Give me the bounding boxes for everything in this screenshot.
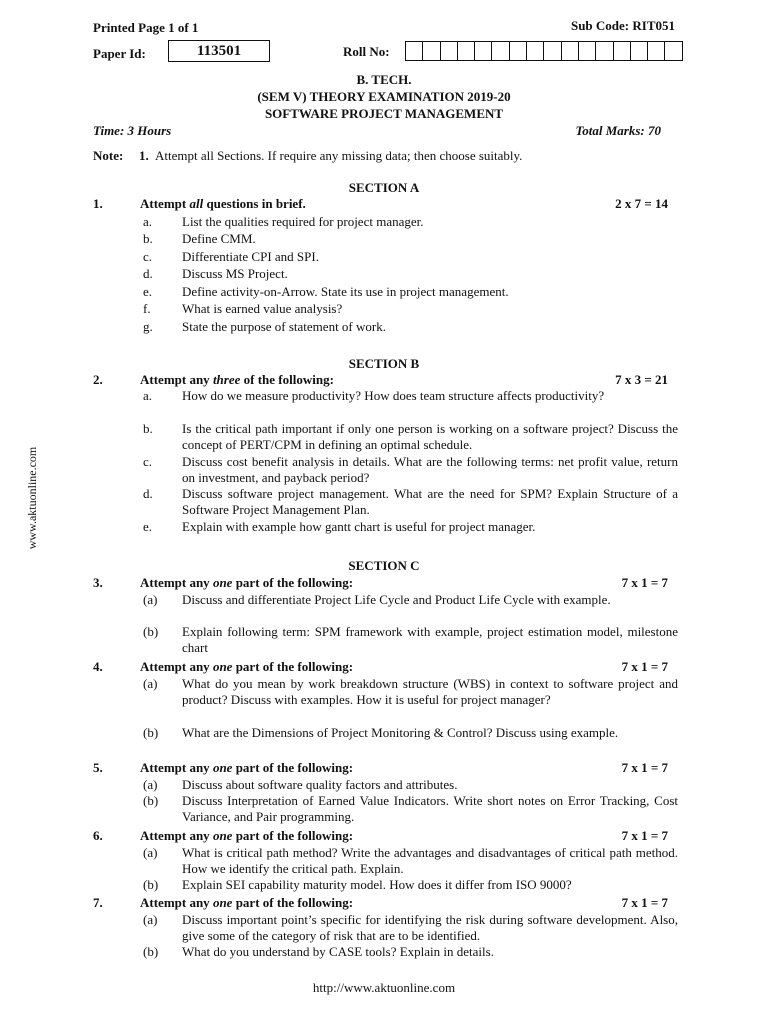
part-text: State the purpose of statement of work. <box>182 318 386 334</box>
section-a-title: SECTION A <box>348 180 420 195</box>
part-text: What do you mean by work breakdown structure (WBS) in context to software project and product? Discuss with examples. How it is useful for project manager? <box>182 675 678 707</box>
footer-url[interactable]: http://www.aktuonline.com <box>312 980 456 995</box>
part-label: (b) <box>143 877 159 893</box>
question-7-part <box>143 944 678 960</box>
part-text: Discuss and differentiate Project Life Cycle and Product Life Cycle with example. <box>182 591 611 607</box>
question-instruction <box>140 895 353 911</box>
part-label: (a) <box>143 591 158 607</box>
question-2-part <box>143 421 678 453</box>
note-number: 1. <box>139 148 149 163</box>
question-number: 5. <box>93 760 103 775</box>
question-3-part <box>143 592 678 624</box>
question-1-part <box>143 214 678 230</box>
printed-page-label: Printed Page 1 of 1 <box>93 20 199 35</box>
instruction-text: Attempt any <box>140 895 213 910</box>
question-2-part <box>143 486 678 518</box>
instruction-text: of the following: <box>240 372 334 387</box>
question-7-part <box>143 912 678 944</box>
instruction-text: Attempt any <box>140 372 213 387</box>
roll-no-cell[interactable] <box>543 41 561 61</box>
question-2-part <box>143 519 678 535</box>
instruction-text: Attempt any <box>140 828 213 843</box>
question-1-part <box>143 249 678 265</box>
part-label: b. <box>143 420 153 436</box>
instruction-emphasis: all <box>189 196 204 211</box>
part-text: Discuss software project management. What are the need for SPM? Explain Structure of a Software Project Management Plan. <box>182 486 678 518</box>
part-text: What are the Dimensions of Project Monitoring & Control? Discuss using example. <box>182 724 619 740</box>
part-label: a. <box>143 388 153 404</box>
instruction-text: Attempt any <box>140 659 213 674</box>
roll-no-grid[interactable] <box>406 41 683 61</box>
question-1-part <box>143 266 678 282</box>
note-label: Note: <box>93 148 124 163</box>
part-text: Define activity-on-Arrow. State its use in project management. <box>182 283 509 299</box>
question-2-part <box>143 454 678 486</box>
part-text: What is earned value analysis? <box>182 301 343 316</box>
roll-no-label: Roll No: <box>343 44 390 59</box>
question-1-part <box>143 319 678 335</box>
instruction-text: part of the following: <box>232 760 354 775</box>
part-text: Is the critical path important if only one person is working on a software project? Discuss the concept of PERT/CPM in defining an optimal schedule. <box>182 420 678 452</box>
part-text: How do we measure productivity? How does team structure affects productivity? <box>182 388 605 404</box>
question-marks: 7 x 1 = 7 <box>621 760 668 775</box>
roll-no-cell[interactable] <box>405 41 423 61</box>
part-label: b. <box>143 231 153 246</box>
question-1-part <box>143 284 678 300</box>
part-text: What is critical path method? Write the advantages and disadvantages of critical path method. How we identify the critical path. Explain. <box>182 844 678 876</box>
roll-no-cell[interactable] <box>440 41 458 61</box>
part-label: g. <box>143 318 153 334</box>
question-marks: 7 x 1 = 7 <box>621 895 668 910</box>
roll-no-cell[interactable] <box>491 41 509 61</box>
part-label: a. <box>143 213 153 229</box>
part-label: (a) <box>143 776 158 792</box>
question-number: 4. <box>93 659 103 674</box>
section-c-title: SECTION C <box>348 558 420 573</box>
part-text: Discuss MS Project. <box>182 266 288 281</box>
instruction-emphasis: one <box>212 895 233 910</box>
question-1-part <box>143 301 678 317</box>
question-4-part <box>143 725 678 757</box>
instruction-text: Attempt any <box>140 760 213 775</box>
question-marks: 7 x 3 = 21 <box>615 372 668 387</box>
part-text: Discuss important point’s specific for identifying the risk during software development. Also, give some of the category of risk that are to be identified. <box>182 911 678 943</box>
question-3-part <box>143 624 678 656</box>
instruction-emphasis: three <box>212 372 241 387</box>
paper-id-label: Paper Id: <box>93 46 146 61</box>
question-instruction <box>140 575 353 591</box>
roll-no-cell[interactable] <box>474 41 492 61</box>
part-label: (b) <box>143 793 159 808</box>
question-6-part <box>143 877 678 893</box>
instruction-text: Attempt <box>140 196 190 211</box>
total-marks-label: Total Marks: 70 <box>575 123 661 138</box>
roll-no-cell[interactable] <box>630 41 648 61</box>
instruction-emphasis: one <box>212 575 233 590</box>
roll-no-cell[interactable] <box>578 41 596 61</box>
part-label: d. <box>143 266 153 281</box>
question-5-part <box>143 793 678 825</box>
question-number: 1. <box>93 196 103 211</box>
question-number: 2. <box>93 372 103 387</box>
question-4-part <box>143 676 678 724</box>
part-label: e. <box>143 518 153 534</box>
question-marks: 7 x 1 = 7 <box>621 659 668 674</box>
part-label: (b) <box>143 944 159 960</box>
instruction-text: Attempt any <box>140 575 213 590</box>
instruction-emphasis: one <box>212 828 233 843</box>
part-label: c. <box>143 248 153 264</box>
part-label: (a) <box>143 911 158 927</box>
part-text: Discuss Interpretation of Earned Value Indicators. Write short notes on Error Tracking, Cost Variance, and Pair programming. <box>182 793 678 824</box>
part-label: (a) <box>143 844 158 860</box>
question-marks: 7 x 1 = 7 <box>621 575 668 590</box>
subject-title: SOFTWARE PROJECT MANAGEMENT <box>264 106 504 121</box>
roll-no-cell[interactable] <box>561 41 579 61</box>
roll-no-cell[interactable] <box>457 41 475 61</box>
question-number: 6. <box>93 828 103 843</box>
part-text: Explain following term: SPM framework with example, project estimation model, milestone chart <box>182 624 678 656</box>
question-marks: 2 x 7 = 14 <box>615 196 668 211</box>
question-instruction <box>140 760 353 776</box>
question-instruction <box>140 372 334 388</box>
part-text: List the qualities required for project manager. <box>182 213 424 229</box>
part-text: Explain SEI capability maturity model. How does it differ from ISO 9000? <box>182 877 572 893</box>
part-label: d. <box>143 486 153 502</box>
instruction-emphasis: one <box>212 760 233 775</box>
part-label: (b) <box>143 724 159 740</box>
part-label: c. <box>143 453 153 469</box>
roll-no-cell[interactable] <box>526 41 544 61</box>
note-text: Attempt all Sections. If require any missing data; then choose suitably. <box>155 148 523 163</box>
exam-title: (SEM V) THEORY EXAMINATION 2019-20 <box>257 89 511 104</box>
question-marks: 7 x 1 = 7 <box>621 828 668 843</box>
time-label: Time: 3 Hours <box>93 123 172 138</box>
part-label: (a) <box>143 675 158 691</box>
part-text: Differentiate CPI and SPI. <box>182 248 319 264</box>
part-text: Discuss about software quality factors and attributes. <box>182 776 458 792</box>
roll-no-cell[interactable] <box>613 41 631 61</box>
part-text: Define CMM. <box>182 231 256 246</box>
instruction-text: part of the following: <box>232 895 354 910</box>
question-5-part <box>143 777 678 793</box>
instruction-text: part of the following: <box>232 575 354 590</box>
roll-no-cell[interactable] <box>595 41 613 61</box>
part-text: Explain with example how gantt chart is useful for project manager. <box>182 518 536 534</box>
instruction-text: part of the following: <box>232 659 354 674</box>
question-2-part <box>143 388 678 420</box>
roll-no-cell[interactable] <box>509 41 527 61</box>
degree-title: B. TECH. <box>356 72 412 87</box>
instruction-text: part of the following: <box>232 828 354 843</box>
section-b-title: SECTION B <box>348 356 420 371</box>
sub-code: Sub Code: RIT051 <box>570 18 675 33</box>
part-label: e. <box>143 283 153 299</box>
question-1-part <box>143 231 678 247</box>
part-label: f. <box>143 301 151 316</box>
roll-no-cell[interactable] <box>422 41 440 61</box>
question-number: 7. <box>93 895 103 910</box>
question-instruction <box>140 828 353 844</box>
part-text: Discuss cost benefit analysis in details. What are the following terms: net profit value, return on investment, and payback period? <box>182 453 678 485</box>
question-6-part <box>143 845 678 877</box>
part-text: What do you understand by CASE tools? Explain in details. <box>182 944 494 960</box>
instruction-emphasis: one <box>212 659 233 674</box>
paper-id-box: 113501 <box>168 40 270 62</box>
question-instruction <box>140 659 353 675</box>
side-watermark: www.aktuonline.com <box>25 446 39 550</box>
part-label: (b) <box>143 624 159 640</box>
instruction-text: questions in brief. <box>203 196 306 211</box>
question-number: 3. <box>93 575 103 590</box>
roll-no-cell[interactable] <box>664 41 682 61</box>
roll-no-cell[interactable] <box>647 41 665 61</box>
question-instruction <box>140 196 306 212</box>
